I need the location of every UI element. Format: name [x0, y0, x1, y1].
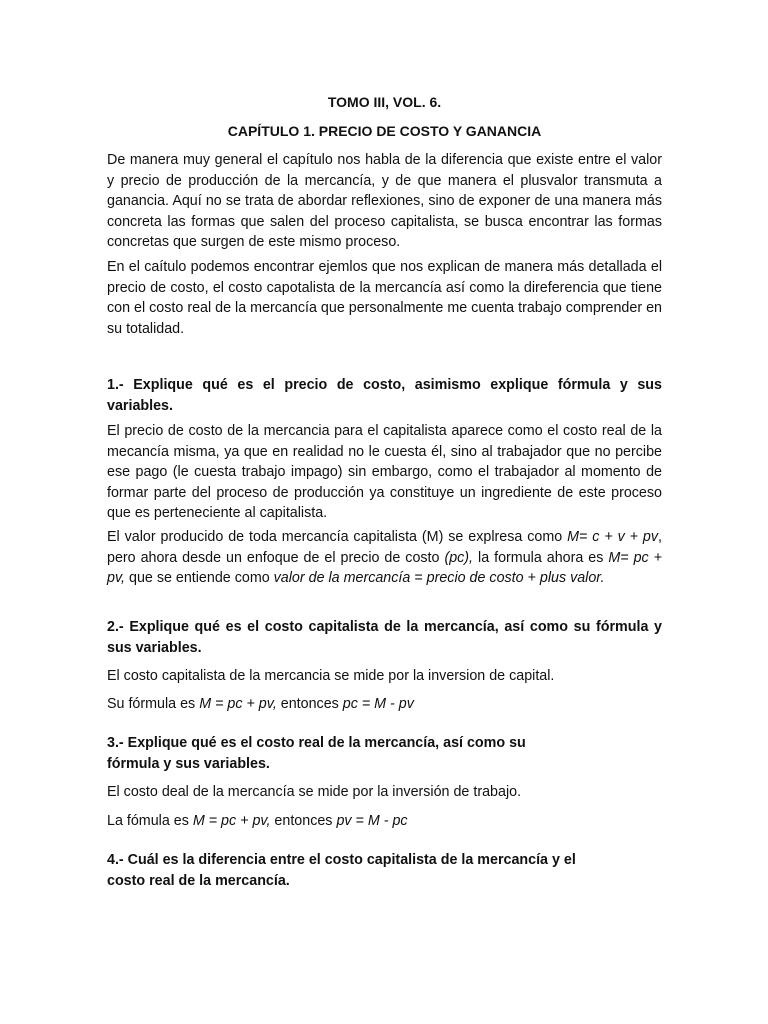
formula: M = pc + pv, [192, 813, 271, 829]
chapter-title: CAPÍTULO 1. PRECIO DE COSTO Y GANANCIA [227, 123, 542, 139]
formula: pc = M - pv [342, 696, 414, 712]
text-segment: entonces [270, 813, 337, 829]
intro-paragraph-2: En el caítulo podemos encontrar ejemlos que nos explican de manera más detallada el precio de costo, el costo capotalista de la mercancía así como la direferencia que tiene con el costo real de la mercancía que personalmente me cuenta trabajo comprender en su totalidad. [107, 259, 662, 337]
answer-3-paragraph-2 [107, 811, 662, 832]
formula: (pc), [444, 549, 474, 566]
answer-1-paragraph-2 [107, 527, 662, 589]
answer-1-paragraph-1: El precio de costo de la mercancia para el capitalista aparece como el costo real de la mecancía misma, ya que en realidad no le cuesta él, sino al trabajador que no percibe ese pago (le cuesta trabajo impago) sin embargo, como el trabajador al momento de formar parte del proceso de producción ya constituye un ingrediente de este proceso que es perteneciente al capitalista. [107, 423, 662, 521]
formula: M= c + v + pv [567, 529, 659, 545]
formula: M= pc + pv, [107, 549, 663, 586]
question-1: 1.- Explique qué es el precio de costo, asimismo explique fórmula y sus variables. [107, 377, 662, 414]
text-segment: entonces [276, 696, 343, 712]
text-segment: que se entiende como [125, 570, 274, 586]
text-segment: La fómula es [107, 813, 193, 829]
text-segment: Su fórmula es [107, 696, 200, 712]
question-3: 3.- Explique qué es el costo real de la mercancía, así como su fórmula y sus variables. [107, 735, 526, 772]
formula: M = pc + pv, [199, 696, 277, 712]
text-segment: la formula ahora es [473, 549, 609, 566]
question-2: 2.- Explique qué es el costo capitalista de la mercancía, así como su fórmula y sus variables. [107, 619, 662, 656]
formula: pv = M - pc [336, 813, 408, 829]
question-4: 4.- Cuál es la diferencia entre el costo capitalista de la mercancía y el costo real de la mercancía. [107, 852, 576, 889]
text-segment: El valor producido de toda mercancía capitalista (M) se explresa como [107, 529, 568, 545]
volume-title: TOMO III, VOL. 6. [327, 94, 442, 110]
formula: valor de la mercancía = precio de costo + plus valor. [273, 570, 605, 586]
answer-2-paragraph-2 [107, 694, 662, 715]
intro-paragraph-1: De manera muy general el capítulo nos habla de la diferencia que existe entre el valor y precio de producción de la mercancía, y de que manera el plusvalor transmuta a ganancia. Aquí no se trata de abordar reflexiones, sino de exponer de una manera más concreta las formas que salen del proceso capitalista, se busca encontrar las formas concretas que surgen de este mismo proceso. [107, 152, 662, 250]
answer-3-paragraph-1: El costo deal de la mercancía se mide por la inversión de trabajo. [107, 784, 522, 800]
answer-2-paragraph-1: El costo capitalista de la mercancia se mide por la inversion de capital. [107, 668, 555, 684]
document-page [107, 0, 662, 1024]
text-segment: , pero ahora desde un enfoque de el precio de costo [107, 529, 663, 566]
